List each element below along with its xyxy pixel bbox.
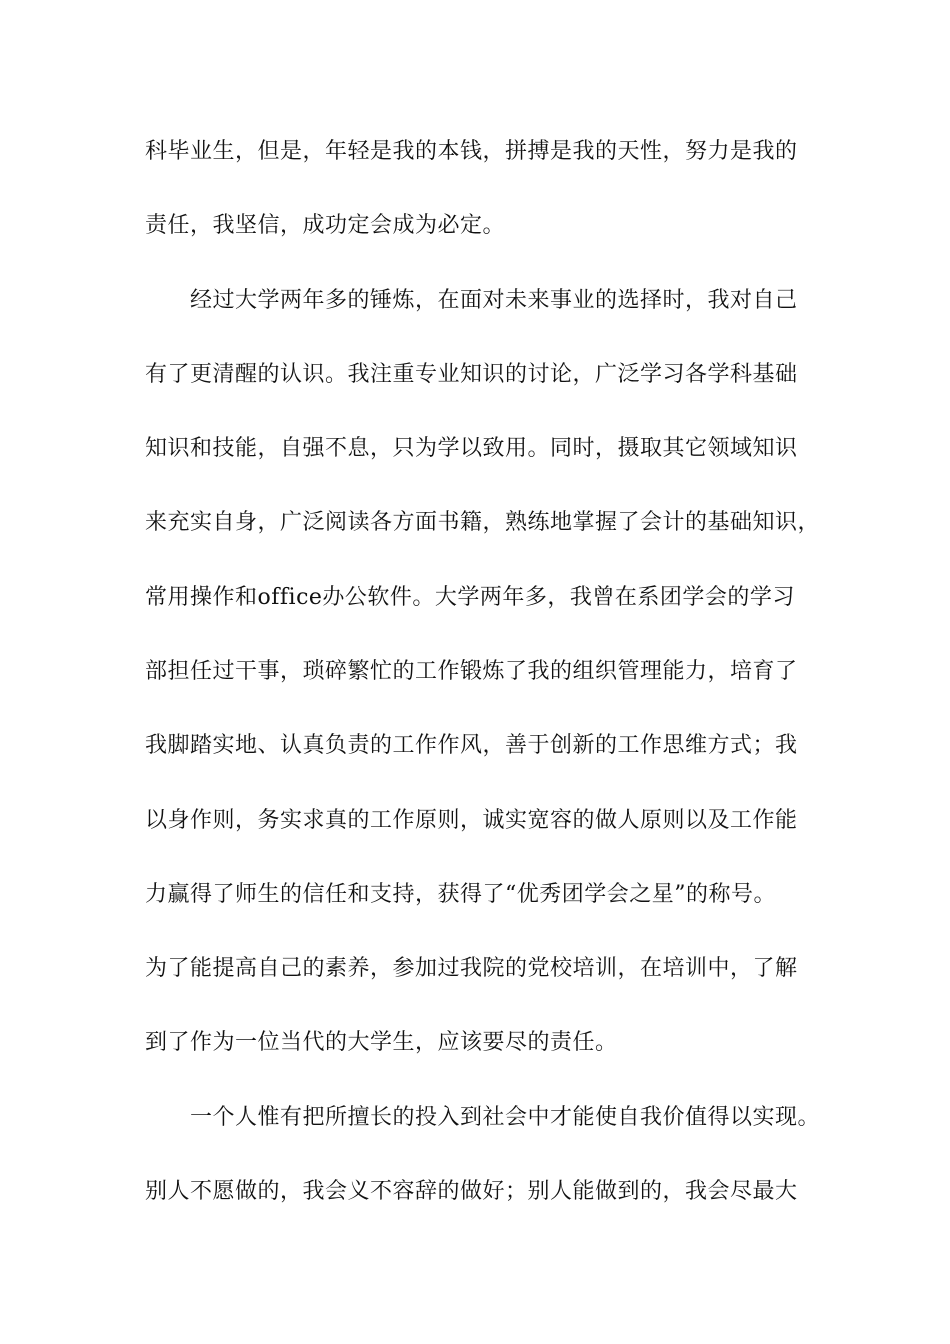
paragraph-line: 力赢得了师生的信任和支持，获得了“优秀团学会之星”的称号。 xyxy=(145,882,776,907)
paragraph-line: 一个人惟有把所擅长的投入到社会中才能使自我价值得以实现。 xyxy=(190,1105,821,1130)
paragraph-line: 知识和技能，自强不息，只为学以致用。同时，摄取其它领域知识 xyxy=(145,436,798,461)
paragraph-line: 部担任过干事，琐碎繁忙的工作锻炼了我的组织管理能力，培育了 xyxy=(145,659,798,684)
paragraph-line: 到了作为一位当代的大学生，应该要尽的责任。 xyxy=(145,1030,618,1055)
paragraph-line: 有了更清醒的认识。我注重专业知识的讨论，广泛学习各学科基础 xyxy=(145,362,798,387)
paragraph-line: 我脚踏实地、认真负责的工作作风，善于创新的工作思维方式；我 xyxy=(145,733,798,758)
paragraph-line: 经过大学两年多的锤炼，在面对未来事业的选择时，我对自己 xyxy=(190,288,798,313)
paragraph-line: 常用操作和office办公软件。大学两年多，我曾在系团学会的学习 xyxy=(145,585,795,610)
paragraph-line: 别人不愿做的，我会义不容辞的做好；别人能做到的，我会尽最大 xyxy=(145,1179,798,1204)
paragraph-line: 为了能提高自己的素养，参加过我院的党校培训，在培训中，了解 xyxy=(145,956,798,981)
paragraph-line: 来充实自身，广泛阅读各方面书籍，熟练地掌握了会计的基础知识， xyxy=(145,510,821,535)
paragraph-line: 责任，我坚信，成功定会成为必定。 xyxy=(145,213,506,238)
paragraph-line: 以身作则，务实求真的工作原则，诚实宽容的做人原则以及工作能 xyxy=(145,808,798,833)
paragraph-line: 科毕业生，但是，年轻是我的本钱，拼搏是我的天性，努力是我的 xyxy=(145,139,798,164)
